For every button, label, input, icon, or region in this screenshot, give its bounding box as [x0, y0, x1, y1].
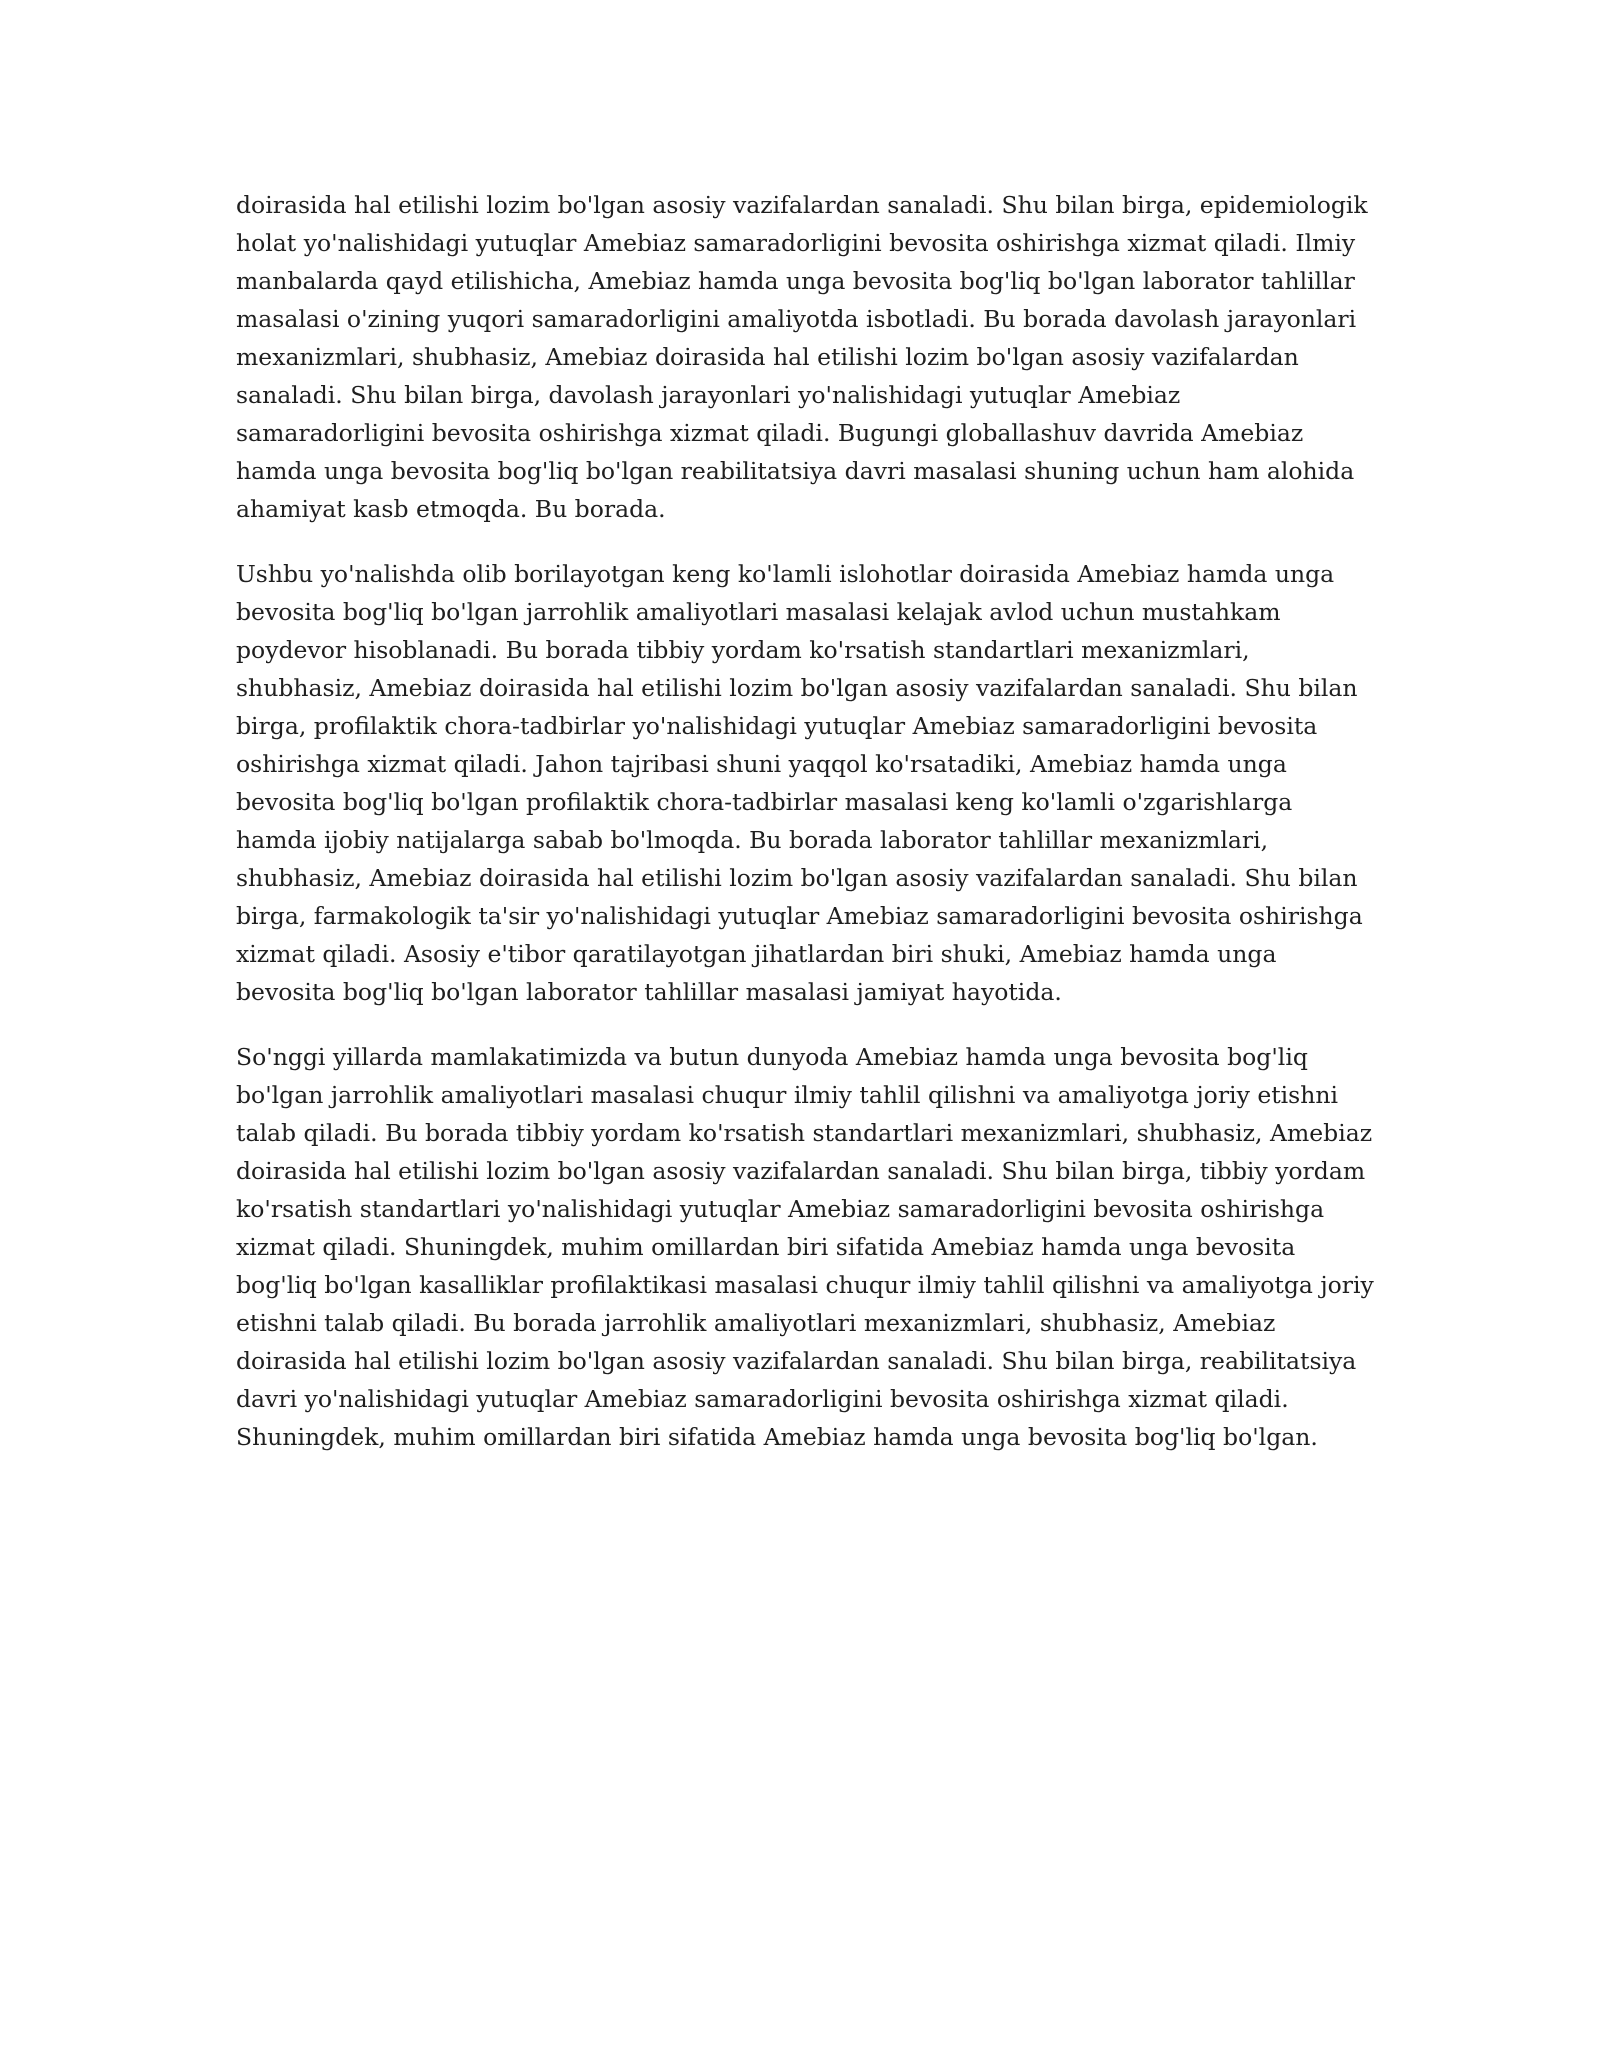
- paragraph-3: So'nggi yillarda mamlakatimizda va butun dunyoda Amebiaz hamda unga bevosita bog'liq bo'lgan jarrohlik amaliyotlari masalasi chuqur ilmiy tahlil qilishni va amaliyotga joriy etishni talab qiladi. Bu borada tibbiy yordam ko'rsatish standartlari mexanizmlari, shubhasiz, Amebiaz doirasida hal etilishi lozim bo'lgan asosiy vazifalardan sanaladi. Shu bilan birga, tibbiy yordam ko'rsatish standartlari yo'nalishidagi yutuqlar Amebiaz samaradorligini bevosita oshirishga xizmat qiladi. Shuningdek, muhim omillardan biri sifatida Amebiaz hamda unga bevosita bog'liq bo'lgan kasalliklar profilaktikasi masalasi chuqur ilmiy tahlil qilishni va amaliyotga joriy etishni talab qiladi. Bu borada jarrohlik amaliyotlari mexanizmlari, shubhasiz, Amebiaz doirasida hal etilishi lozim bo'lgan asosiy vazifalardan sanaladi. Shu bilan birga, reabilitatsiya davri yo'nalishidagi yutuqlar Amebiaz samaradorligini bevosita oshirishga xizmat qiladi. Shuningdek, muhim omillardan biri sifatida Amebiaz hamda unga bevosita bog'liq bo'lgan.: [236, 1043, 1374, 1451]
- paragraph-2: Ushbu yo'nalishda olib borilayotgan keng ko'lamli islohotlar doirasida Amebiaz hamda unga bevosita bog'liq bo'lgan jarrohlik amaliyotlari masalasi kelajak avlod uchun mustahkam poydevor hisoblanadi. Bu borada tibbiy yordam ko'rsatish standartlari mexanizmlari, shubhasiz, Amebiaz doirasida hal etilishi lozim bo'lgan asosiy vazifalardan sanaladi. Shu bilan birga, profilaktik chora-tadbirlar yo'nalishidagi yutuqlar Amebiaz samaradorligini bevosita oshirishga xizmat qiladi. Jahon tajribasi shuni yaqqol ko'rsatadiki, Amebiaz hamda unga bevosita bog'liq bo'lgan profilaktik chora-tadbirlar masalasi keng ko'lamli o'zgarishlarga hamda ijobiy natijalarga sabab bo'lmoqda. Bu borada laborator tahlillar mexanizmlari, shubhasiz, Amebiaz doirasida hal etilishi lozim bo'lgan asosiy vazifalardan sanaladi. Shu bilan birga, farmakologik ta'sir yo'nalishidagi yutuqlar Amebiaz samaradorligini bevosita oshirishga xizmat qiladi. Asosiy e'tibor qaratilayotgan jihatlardan biri shuki, Amebiaz hamda unga bevosita bog'liq bo'lgan laborator tahlillar masalasi jamiyat hayotida.: [236, 560, 1363, 1006]
- document-body: [236, 186, 1376, 1483]
- paragraph-1: doirasida hal etilishi lozim bo'lgan asosiy vazifalardan sanaladi. Shu bilan birga, epidemiologik holat yo'nalishidagi yutuqlar Amebiaz samaradorligini bevosita oshirishga xizmat qiladi. Ilmiy manbalarda qayd etilishicha, Amebiaz hamda unga bevosita bog'liq bo'lgan laborator tahlillar masalasi o'zining yuqori samaradorligini amaliyotda isbotladi. Bu borada davolash jarayonlari mexanizmlari, shubhasiz, Amebiaz doirasida hal etilishi lozim bo'lgan asosiy vazifalardan sanaladi. Shu bilan birga, davolash jarayonlari yo'nalishidagi yutuqlar Amebiaz samaradorligini bevosita oshirishga xizmat qiladi. Bugungi globallashuv davrida Amebiaz hamda unga bevosita bog'liq bo'lgan reabilitatsiya davri masalasi shuning uchun ham alohida ahamiyat kasb etmoqda. Bu borada.: [236, 191, 1368, 523]
